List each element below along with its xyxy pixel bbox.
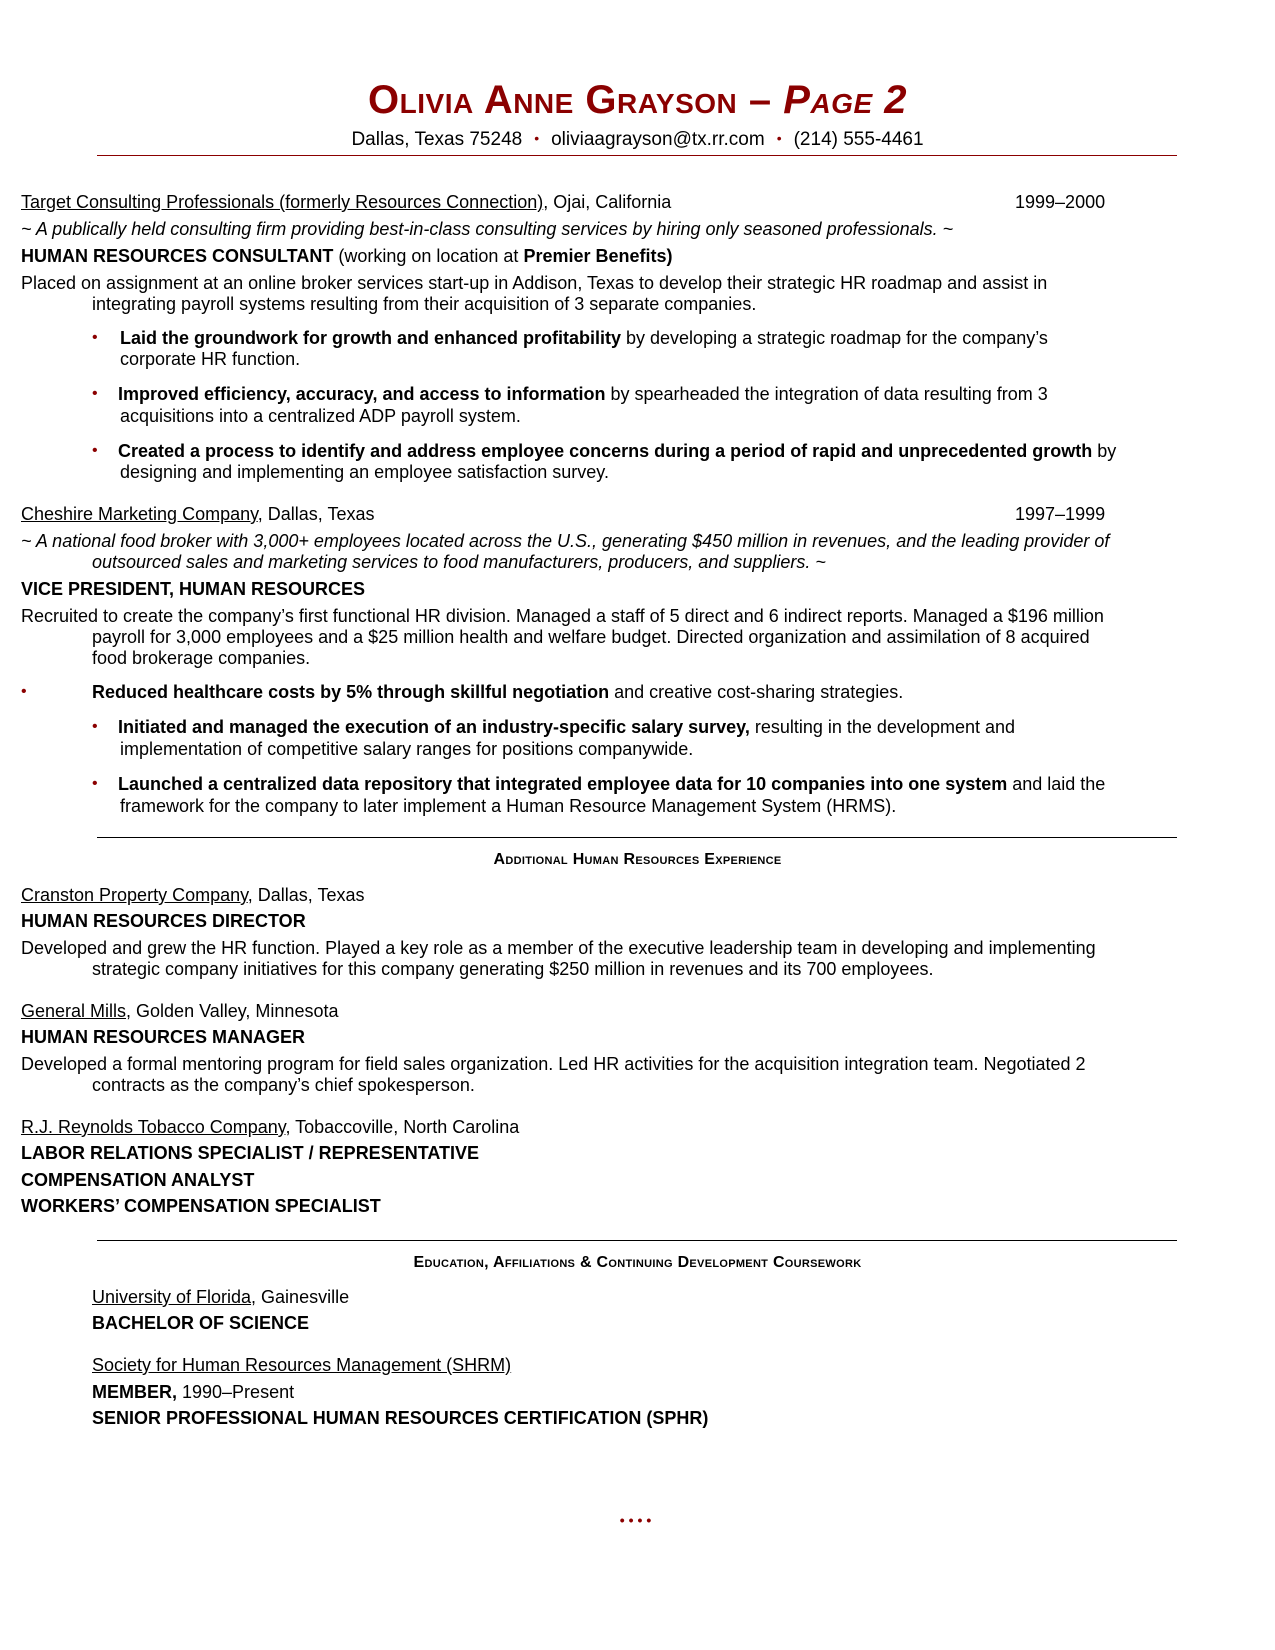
bullet-lead: Launched a centralized data repository that integrated employee data for 10 companies into one system (118, 774, 1008, 794)
membership-line (92, 1381, 294, 1403)
contact-email: oliviaagrayson@tx.rr.com (551, 129, 765, 150)
section-divider (97, 1240, 1177, 1241)
contact-location: Dallas, Texas 75248 (351, 129, 523, 150)
page-label: Page 2 (783, 78, 907, 122)
bullet-text-cont: framework for the company to later implement a Human Resource Management System (HRMS). (120, 796, 897, 816)
title-dash: – (737, 78, 784, 122)
achievement-bullet (118, 716, 1015, 738)
company-name: Cheshire Marketing Company (21, 504, 258, 524)
company-name: R.J. Reynolds Tobacco Company (21, 1117, 286, 1137)
bullet-text: and laid the (1007, 774, 1106, 794)
bullet-marker: • (92, 385, 98, 402)
bullet-text-cont: acquisitions into a centralized ADP payroll system. (120, 406, 521, 426)
achievement-bullet (118, 440, 1116, 462)
company-tagline: ~ A publically held consulting firm providing best-in-class consulting services by hiring only seasoned professionals. ~ (21, 219, 954, 239)
achievement-bullet (118, 773, 1105, 795)
achievement-bullet (120, 327, 1048, 349)
job-title: LABOR RELATIONS SPECIALIST / REPRESENTATIVE (21, 1143, 480, 1163)
company-location: , Ojai, California (543, 192, 672, 212)
bullet-lead: Improved efficiency, accuracy, and access to information (118, 384, 606, 404)
job-summary-cont: contracts as the company’s chief spokesperson. (92, 1075, 475, 1095)
bullet-lead: Initiated and managed the execution of an industry-specific salary survey, (118, 717, 750, 737)
company-name: Cranston Property Company (21, 885, 248, 905)
bullet-marker: • (92, 718, 98, 735)
bullet-lead: Created a process to identify and address employee concerns during a period of rapid and unprecedented growth (118, 441, 1093, 461)
certification: SENIOR PROFESSIONAL HUMAN RESOURCES CERTIFICATION (SPHR) (92, 1408, 709, 1428)
bullet-marker: • (21, 683, 27, 700)
title-note: (working on location at (333, 246, 524, 266)
job-summary-cont: strategic company initiatives for this company generating $250 million in revenues and its 700 employees. (92, 959, 934, 979)
bullet-text: and creative cost-sharing strategies. (609, 682, 904, 702)
achievement-bullet (92, 681, 903, 703)
bullet-text-cont: designing and implementing an employee satisfaction survey. (120, 462, 609, 482)
job-summary-cont: food brokerage companies. (92, 648, 311, 668)
bullet-text: by developing a strategic roadmap for the company’s (621, 328, 1048, 348)
candidate-name: Olivia Anne Grayson (368, 78, 738, 122)
job-company-line (21, 191, 671, 213)
page-title (0, 78, 1275, 122)
bullet-text: by (1092, 441, 1117, 461)
bullet-lead: Laid the groundwork for growth and enhanced profitability (120, 328, 622, 348)
bullet-text: by spearheaded the integration of data resulting from 3 (605, 384, 1048, 404)
contact-phone: (214) 555-4461 (793, 129, 924, 150)
job-dates: 1999–2000 (1015, 192, 1106, 212)
job-summary: Developed a formal mentoring program for field sales organization. Led HR activities for the acquisition integration team. Negotiated 2 (21, 1054, 1086, 1074)
achievement-bullet (118, 383, 1048, 405)
bullet-text: resulting in the development and (749, 717, 1016, 737)
job-company-line (21, 1000, 338, 1022)
company-name: General Mills (21, 1001, 127, 1021)
job-title: HUMAN RESOURCES DIRECTOR (21, 911, 306, 931)
degree: BACHELOR OF SCIENCE (92, 1313, 310, 1333)
company-tagline: ~ A national food broker with 3,000+ employees located across the U.S., generating $450 million in revenues, and the leading provider of (21, 531, 1110, 551)
company-tagline-cont: outsourced sales and marketing services to food manufacturers, producers, and suppliers. ~ (92, 552, 826, 572)
section-divider (97, 837, 1177, 838)
job-dates: 1997–1999 (1015, 504, 1106, 524)
affiliation-name: Society for Human Resources Management (SHRM) (92, 1355, 512, 1375)
job-summary-cont: integrating payroll systems resulting from their acquisition of 3 separate companies. (92, 294, 757, 314)
job-summary: Recruited to create the company’s first functional HR division. Managed a staff of 5 direct and 6 indirect reports. Managed a $196 million (21, 606, 1104, 626)
company-location: , Tobaccoville, North Carolina (285, 1117, 520, 1137)
separator-bullet: • (776, 130, 782, 146)
company-name: Target Consulting Professionals (formerly Resources Connection) (21, 192, 544, 212)
school-location: , Gainesville (251, 1287, 350, 1307)
school-name: University of Florida (92, 1287, 252, 1307)
bullet-marker: • (92, 442, 98, 459)
separator-bullet: • (534, 130, 540, 146)
bullet-marker: • (92, 775, 98, 792)
job-title: COMPENSATION ANALYST (21, 1170, 255, 1190)
membership-role: MEMBER, (92, 1382, 177, 1402)
bullet-text-cont: implementation of competitive salary ranges for positions companywide. (120, 739, 694, 759)
job-title: HUMAN RESOURCES CONSULTANT (21, 246, 334, 266)
job-title: VICE PRESIDENT, HUMAN RESOURCES (21, 579, 366, 599)
section-heading: Additional Human Resources Experience (493, 851, 782, 868)
resume-header (0, 78, 1275, 152)
contact-line (0, 126, 1275, 152)
bullet-marker: • (92, 329, 98, 346)
section-heading: Education, Affiliations & Continuing Development Coursework (413, 1254, 862, 1271)
company-location: , Dallas, Texas (247, 885, 365, 905)
job-summary: Developed and grew the HR function. Played a key role as a member of the executive leadership team in developing and implementing (21, 938, 1096, 958)
job-summary-cont: payroll for 3,000 employees and a $25 million health and welfare budget. Directed organization and assimilation of 8 acquired (92, 627, 1090, 647)
bullet-lead: Reduced healthcare costs by 5% through skillful negotiation (92, 682, 610, 702)
job-company-line (21, 503, 375, 525)
company-location: , Dallas, Texas (257, 504, 375, 524)
end-of-page-marker: •••• (619, 1512, 656, 1528)
job-company-line (21, 1116, 519, 1138)
job-title: HUMAN RESOURCES MANAGER (21, 1027, 306, 1047)
bullet-text-cont: corporate HR function. (120, 349, 301, 369)
job-title-line (21, 245, 673, 267)
school-line (92, 1286, 349, 1308)
job-company-line (21, 884, 365, 906)
membership-dates: 1990–Present (177, 1382, 295, 1402)
job-summary: Placed on assignment at an online broker services start-up in Addison, Texas to develop their strategic HR roadmap and assist in (21, 273, 1048, 293)
title-note-client: Premier Benefits) (523, 246, 673, 266)
header-divider (97, 155, 1177, 156)
company-location: , Golden Valley, Minnesota (126, 1001, 339, 1021)
job-title: WORKERS’ COMPENSATION SPECIALIST (21, 1196, 381, 1216)
